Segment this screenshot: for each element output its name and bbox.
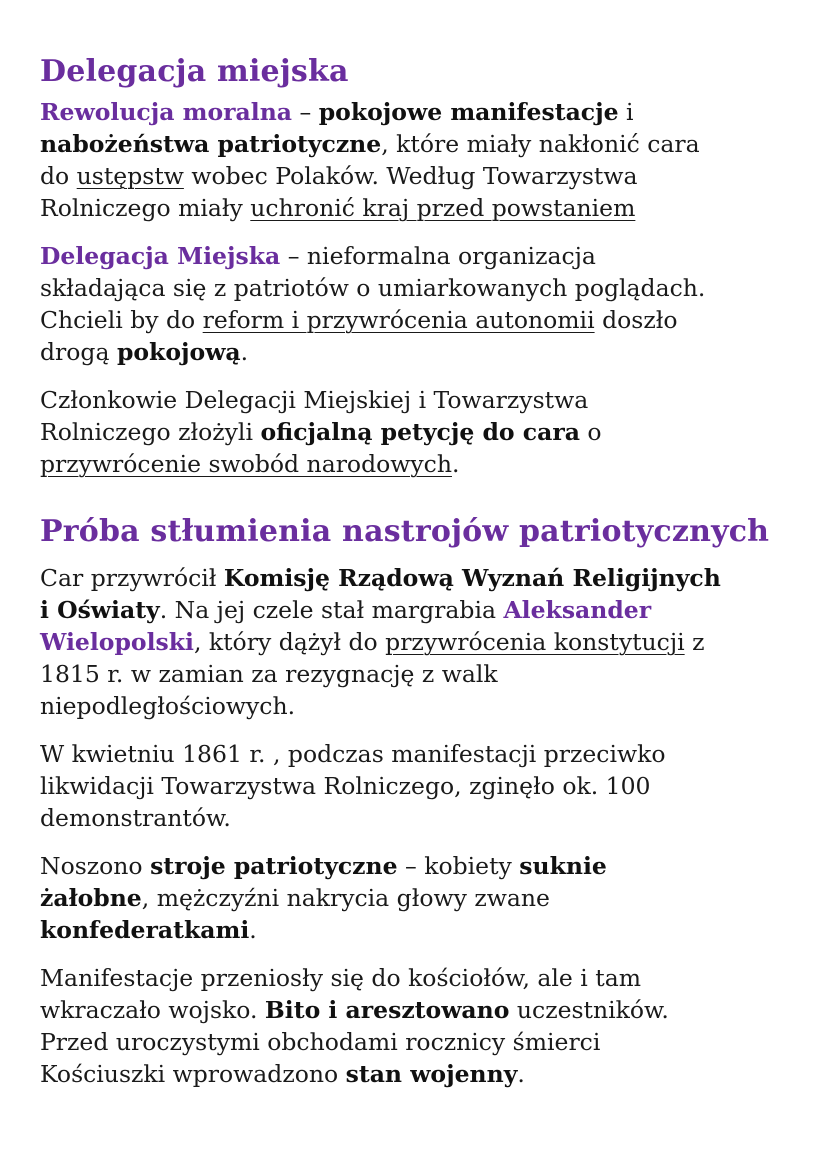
text-line xyxy=(40,994,810,1026)
text-span: Rolniczego miały xyxy=(40,194,251,222)
bold-phrase: suknie xyxy=(519,852,607,880)
text-span: . xyxy=(451,450,460,478)
text-span: . xyxy=(249,916,257,944)
term-highlight: Rewolucja moralna xyxy=(40,98,293,126)
text-line xyxy=(40,802,810,834)
bold-phrase: pokojowe manifestacje xyxy=(318,98,619,126)
bold-phrase: konfederatkami xyxy=(40,916,250,944)
paragraph-delegacja-miejska xyxy=(40,240,810,368)
text-span: , mężczyźni nakrycia głowy zwane xyxy=(141,884,550,912)
text-span: do xyxy=(40,162,77,190)
text-span: wobec Polaków. Według Towarzystwa xyxy=(183,162,638,190)
text-span: , które miały nakłonić cara xyxy=(381,130,700,158)
text-span: demonstrantów. xyxy=(40,804,231,832)
text-span: . xyxy=(517,1060,525,1088)
text-line xyxy=(40,1058,810,1090)
text-span: doszło xyxy=(594,306,678,334)
text-span: Manifestacje przeniosły się do kościołów, ale i tam xyxy=(40,964,642,992)
paragraph-stroje-patriotyczne xyxy=(40,850,810,946)
text-line xyxy=(40,658,810,690)
text-span: , który dążył do xyxy=(193,628,386,656)
text-line xyxy=(40,770,810,802)
text-span: drogą xyxy=(40,338,117,366)
text-span: Chcieli by do xyxy=(40,306,203,334)
term-highlight: Wielopolski xyxy=(40,628,194,656)
text-line xyxy=(40,448,810,480)
text-span: Car przywrócił xyxy=(40,564,224,592)
underlined-phrase: przywrócenia konstytucji xyxy=(385,628,685,656)
term-highlight: Aleksander xyxy=(503,596,652,624)
text-span: Kościuszki wprowadzono xyxy=(40,1060,346,1088)
underlined-phrase: uchronić kraj przed powstaniem xyxy=(250,194,636,222)
paragraph-manifestacje-koscioly xyxy=(40,962,810,1090)
text-line xyxy=(40,1026,810,1058)
text-span: składająca się z patriotów o umiarkowanych poglądach. xyxy=(40,274,706,302)
text-line xyxy=(40,962,810,994)
term-highlight: Delegacja Miejska xyxy=(40,242,281,270)
text-line xyxy=(40,160,810,192)
text-line xyxy=(40,562,810,594)
text-span: likwidacji Towarzystwa Rolniczego, zginęło ok. 100 xyxy=(40,772,651,800)
text-line xyxy=(40,690,810,722)
bold-phrase: żałobne xyxy=(40,884,142,912)
text-line xyxy=(40,96,810,128)
paragraph-komisja xyxy=(40,562,810,722)
text-span: Przed uroczystymi obchodami rocznicy śmierci xyxy=(40,1028,601,1056)
text-line xyxy=(40,336,810,368)
bold-phrase: oficjalną petycję do cara xyxy=(260,418,580,446)
text-span: – kobiety xyxy=(397,852,520,880)
underlined-phrase: ustępstw xyxy=(76,162,184,190)
text-line xyxy=(40,240,810,272)
paragraph-petycja xyxy=(40,384,810,480)
text-span: . Na jej czele stał margrabia xyxy=(159,596,504,624)
text-span: W kwietniu 1861 r. , podczas manifestacji przeciwko xyxy=(40,740,666,768)
text-span: uczestników. xyxy=(509,996,669,1024)
document-page xyxy=(40,50,810,1106)
text-line xyxy=(40,272,810,304)
underlined-phrase: przywrócenie swobód narodowych xyxy=(40,450,452,478)
text-line xyxy=(40,882,810,914)
text-span: – nieformalna organizacja xyxy=(280,242,596,270)
section-title-delegacja: Delegacja miejska xyxy=(40,54,349,89)
section-title-proba-stlumienia: Próba stłumienia nastrojów patriotycznych xyxy=(40,514,770,549)
text-span: Rolniczego złożyli xyxy=(40,418,261,446)
text-line xyxy=(40,914,810,946)
bold-phrase: pokojową xyxy=(116,338,241,366)
text-span: z xyxy=(684,628,705,656)
text-span: . xyxy=(240,338,249,366)
text-span: Noszono xyxy=(40,852,151,880)
text-span: – xyxy=(292,98,319,126)
paragraph-kwiecien-1861 xyxy=(40,738,810,834)
text-span: Członkowie Delegacji Miejskiej i Towarzystwa xyxy=(40,386,589,414)
text-line xyxy=(40,626,810,658)
text-line xyxy=(40,384,810,416)
text-span: wkraczało wojsko. xyxy=(40,996,265,1024)
text-span: 1815 r. w zamian za rezygnację z walk xyxy=(40,660,498,688)
paragraph-rewolucja-moralna xyxy=(40,96,810,224)
underlined-phrase: reform i przywrócenia autonomii xyxy=(202,306,595,334)
text-line xyxy=(40,850,810,882)
bold-phrase: stan wojenny xyxy=(345,1060,518,1088)
bold-phrase: Komisję Rządową Wyznań Religijnych xyxy=(223,564,721,592)
text-span: o xyxy=(579,418,602,446)
text-line xyxy=(40,304,810,336)
bold-phrase: nabożeństwa patriotyczne xyxy=(40,130,382,158)
text-span: i xyxy=(618,98,634,126)
text-line xyxy=(40,594,810,626)
bold-phrase: stroje patriotyczne xyxy=(150,852,398,880)
text-line xyxy=(40,738,810,770)
text-line xyxy=(40,192,810,224)
bold-phrase: i Oświaty xyxy=(40,596,160,624)
text-line xyxy=(40,128,810,160)
text-line xyxy=(40,416,810,448)
text-span: niepodległościowych. xyxy=(40,692,296,720)
bold-phrase: Bito i aresztowano xyxy=(264,996,510,1024)
